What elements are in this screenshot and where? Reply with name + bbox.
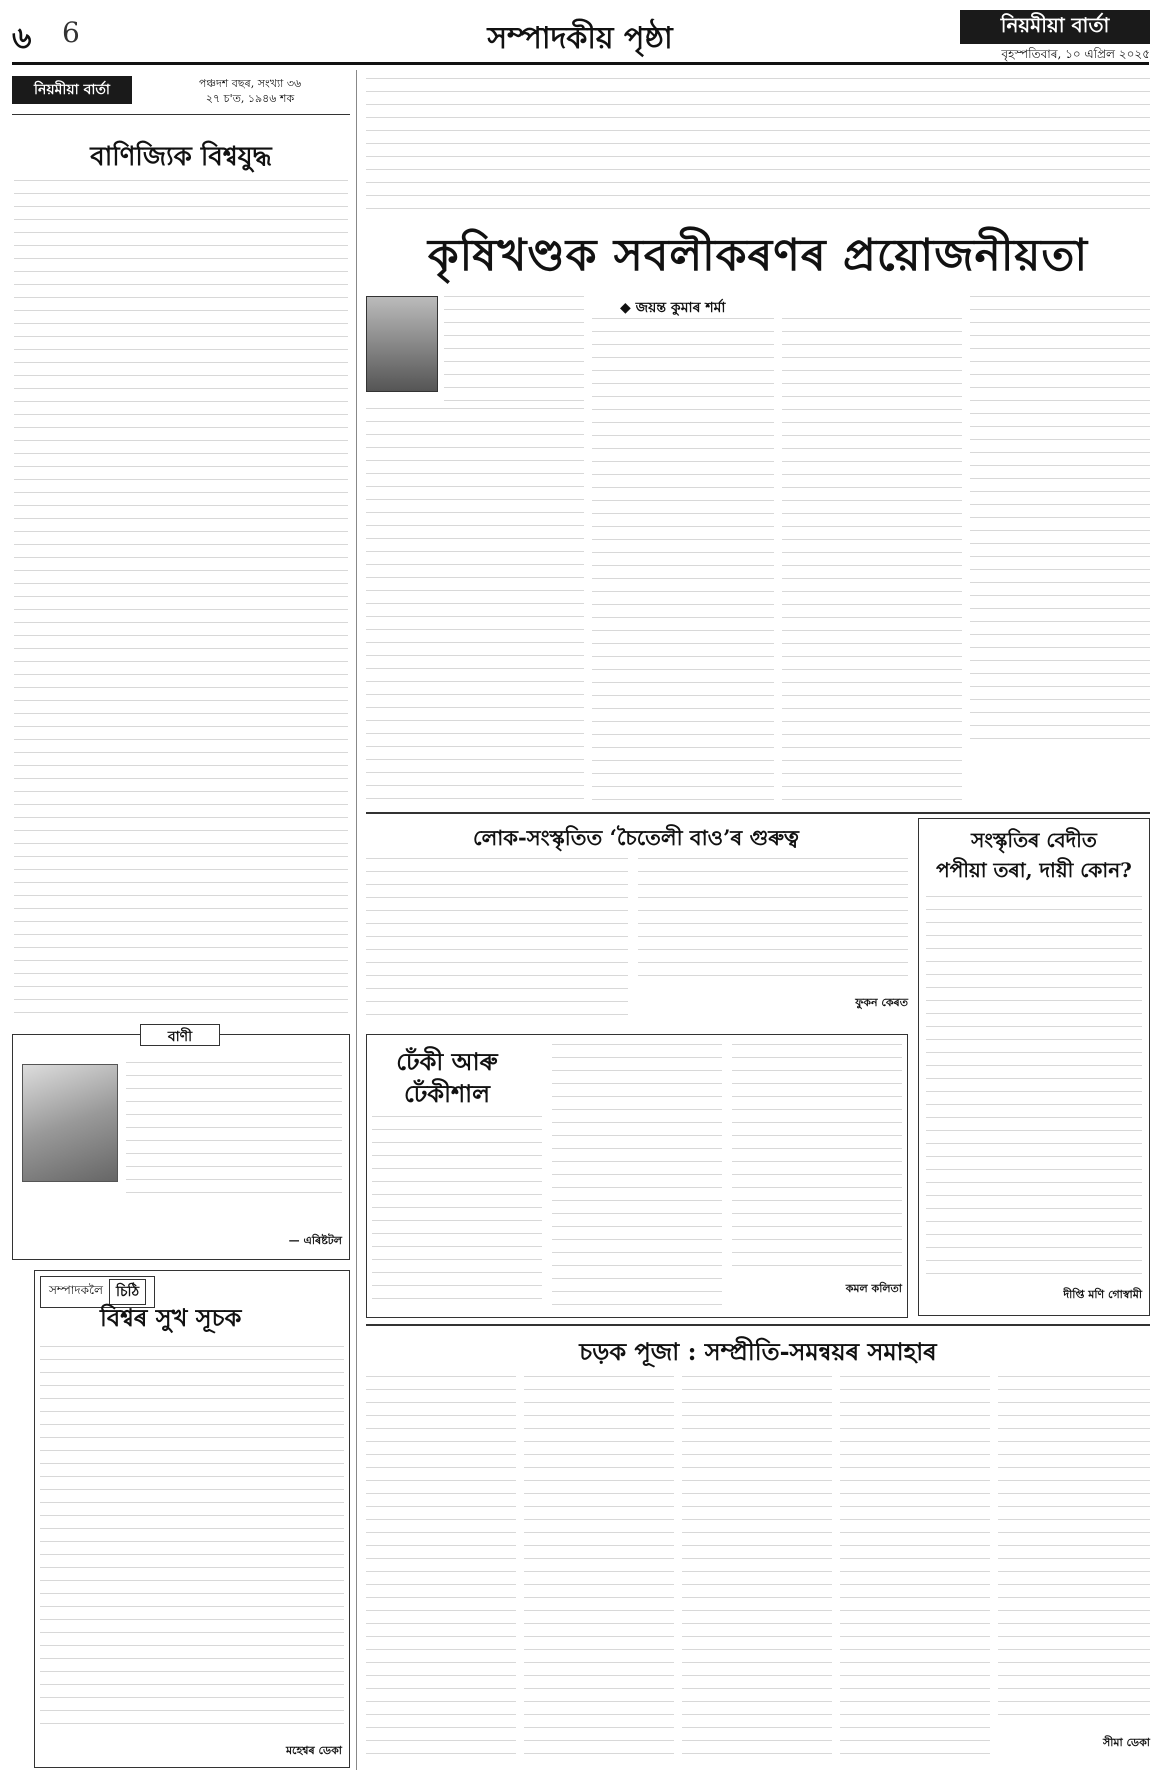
author-photo [366,296,438,392]
culture-signature: দীপ্তি মণি গোস্বামী [1063,1288,1142,1301]
section-title: সম্পাদকীয় পৃষ্ঠা [487,21,673,56]
lead-body-col4 [970,296,1150,746]
culture-body [926,896,1142,1280]
divider [12,114,350,115]
quote-tag: বাণী [140,1024,220,1046]
column-divider [356,70,357,1770]
folk-title: লোক-সংস্কৃতিত ‘চৈতেলী বাও’ৰ গুৰুত্ব [473,825,799,850]
editorial-body [14,180,348,1018]
culture-title-line1: সংস্কৃতিৰ বেদীত [971,828,1097,852]
chadak-body-col4 [840,1376,990,1766]
page-number: ৬ [12,21,32,56]
lead-body-col3 [782,318,962,808]
masthead-logo: নিয়মীয়া বাৰ্তা [960,10,1150,44]
editorial-title: বাণিজ্যিক বিশ্বযুদ্ধ [90,142,272,172]
folk-signature: ফুকন কেৰত [855,996,908,1009]
header-rule [12,62,1149,65]
page-number-latin: 6 [62,16,80,49]
folk-body-col2 [638,858,908,988]
dheki-title-line2: ঢেঁকীশাল [403,1079,490,1108]
chadak-body-col2 [524,1376,674,1766]
lead-author-note [970,752,1150,804]
volume-line: পঞ্চদশ বছৰ, সংখ্যা ৩৬ [198,77,302,90]
letters-body [40,1346,344,1736]
letters-title: বিশ্বৰ সুখ সূচক [100,1303,242,1332]
chadak-title: চড়ক পূজা : সম্প্ৰীতি-সমন্বয়ৰ সমাহাৰ [579,1337,937,1366]
letters-tag-prefix: সম্পাদকলৈ [49,1283,103,1297]
date-line: ২৭ চ'ত, ১৯৪৬ শক [205,92,295,105]
chadak-body-col1 [366,1376,516,1766]
culture-title-line2: পপীয়া তৰা, দায়ী কোন? [936,858,1132,882]
dheki-title-line1: ঢেঁকী আৰু [396,1047,498,1076]
dheki-body-col1 [372,1116,542,1310]
letters-tag-main: চিঠি [109,1279,146,1305]
section-rule [366,812,1150,814]
lead-body-col1-top [444,296,584,406]
section-rule-2 [366,1324,1150,1326]
chadak-body-col3 [682,1376,832,1766]
folk-body-col1 [366,858,628,1024]
lead-byline: ◆ জয়ন্ত কুমাৰ শৰ্মা [620,300,726,316]
issue-date: বৃহস্পতিবাৰ, ১০ এপ্ৰিল ২০২৫ [1001,47,1150,61]
lead-headline: কৃষিখণ্ডক সবলীকৰণৰ প্ৰয়োজনীয়তা [427,230,1089,281]
mini-logo: নিয়মীয়া বাৰ্তা [12,76,132,104]
chadak-signature: সীমা ডেকা [1103,1736,1150,1749]
lead-body-col1 [366,408,584,808]
dheki-signature: কমল কলিতা [845,1282,902,1295]
quote-author: — এৰিষ্টটল [288,1234,342,1247]
chadak-body-col5 [998,1376,1150,1726]
lead-body-col2 [592,318,774,808]
volume-info [150,76,350,106]
dheki-body-col2 [552,1044,722,1310]
quote-text [126,1062,342,1198]
dheki-body-col3 [732,1044,902,1270]
lead-intro [366,78,1150,214]
philosopher-portrait [22,1064,118,1182]
letters-signature: মহেশ্বৰ ডেকা [285,1744,342,1757]
